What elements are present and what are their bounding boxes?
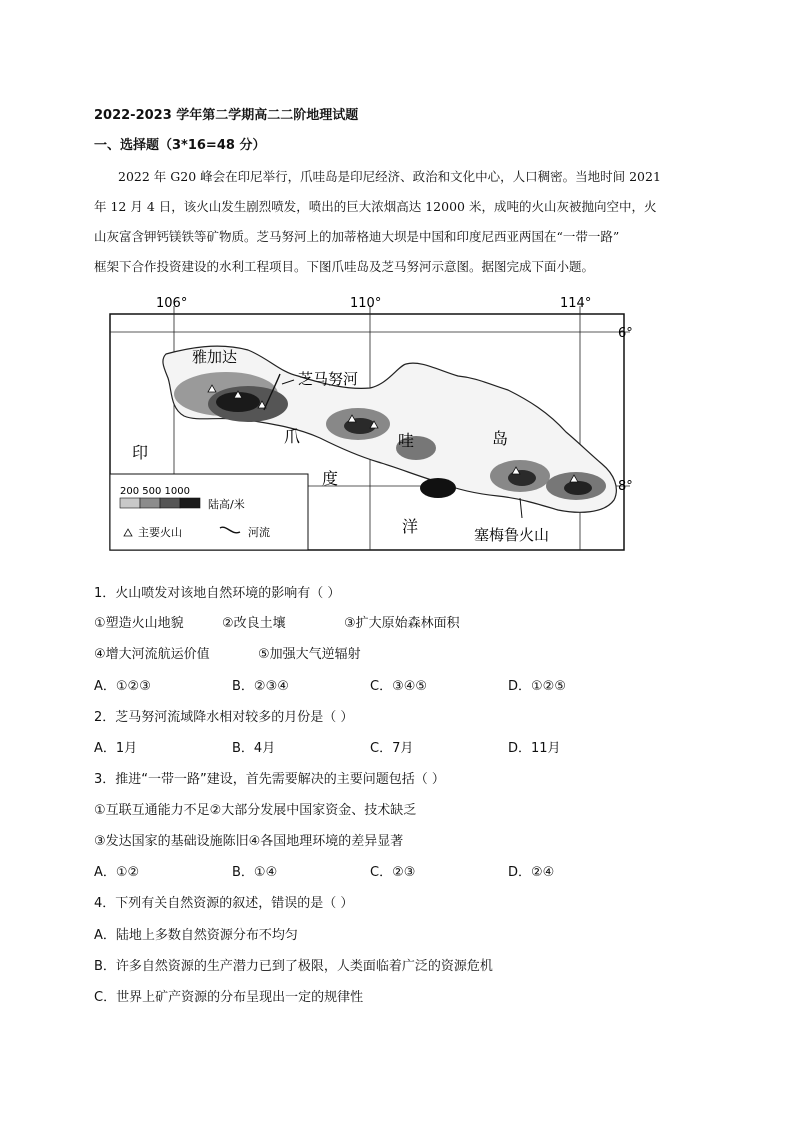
q1-item: ①塑造火山地貌 bbox=[94, 616, 184, 631]
question-4-stem: 4．下列有关自然资源的叙述，错误的是（ ） bbox=[94, 896, 354, 911]
label-du: 度 bbox=[322, 469, 339, 488]
legend-swatch bbox=[180, 498, 200, 508]
label-dao: 岛 bbox=[492, 429, 509, 448]
q3-option-b[interactable]: B．①④ bbox=[232, 865, 278, 880]
question-1-items-row1 bbox=[94, 612, 654, 630]
section-heading: 一、选择题（3*16=48 分） bbox=[94, 138, 266, 153]
q2-option-d[interactable]: D．11月 bbox=[508, 741, 561, 756]
question-1-items-row2 bbox=[94, 643, 654, 661]
lon-label-110: 110° bbox=[350, 296, 382, 311]
label-wa: 哇 bbox=[398, 431, 415, 450]
q4-option-b[interactable]: B．许多自然资源的生产潜力已到了极限，人类面临着广泛的资源危机 bbox=[94, 959, 493, 974]
lat-label-8: 8° bbox=[618, 479, 633, 494]
q3-option-c[interactable]: C．②③ bbox=[370, 865, 416, 880]
question-1-options bbox=[94, 675, 654, 693]
question-2-stem: 2．芝马努河流域降水相对较多的月份是（ ） bbox=[94, 710, 354, 725]
lat-label-6: 6° bbox=[618, 326, 633, 341]
legend-elevation-label: 陆高/米 bbox=[208, 498, 245, 511]
q1-option-c[interactable]: C．③④⑤ bbox=[370, 679, 428, 694]
exam-title: 2022-2023 学年第二学期高二二阶地理试题 bbox=[94, 108, 359, 123]
legend-volcano-label: 主要火山 bbox=[138, 526, 182, 539]
q3-option-d[interactable]: D．②④ bbox=[508, 865, 555, 880]
q4-option-a[interactable]: A．陆地上多数自然资源分布不均匀 bbox=[94, 928, 298, 943]
intro-passage bbox=[94, 162, 704, 282]
java-map-figure bbox=[108, 292, 638, 554]
lon-label-106: 106° bbox=[156, 296, 188, 311]
question-2-options bbox=[94, 737, 654, 755]
question-3-stem: 3．推进“一带一路”建设，首先需要解决的主要问题包括（ ） bbox=[94, 772, 445, 787]
label-yang: 洋 bbox=[402, 517, 419, 536]
q2-option-c[interactable]: C．7月 bbox=[370, 741, 414, 756]
label-yin: 印 bbox=[132, 443, 149, 462]
legend-swatch bbox=[140, 498, 160, 508]
legend-swatch bbox=[160, 498, 180, 508]
legend-swatch bbox=[120, 498, 140, 508]
q2-option-b[interactable]: B．4月 bbox=[232, 741, 276, 756]
q3-item: ③发达国家的基础设施陈旧④各国地理环境的差异显著 bbox=[94, 834, 404, 849]
legend-scale: 200 500 1000 bbox=[120, 486, 190, 497]
q1-item: ③扩大原始森林面积 bbox=[344, 616, 460, 631]
legend-river-label: 河流 bbox=[248, 526, 270, 539]
q3-option-a[interactable]: A．①② bbox=[94, 865, 140, 880]
label-volcano: 塞梅鲁火山 bbox=[474, 526, 550, 544]
intro-line: 2022 年 G20 峰会在印尼举行，爪哇岛是印尼经济、政治和文化中心，人口稠密。当地时间 2021 bbox=[118, 169, 661, 184]
intro-line: 框架下合作投资建设的水利工程项目。下图爪哇岛及芝马努河示意图。据图完成下面小题。 bbox=[94, 259, 595, 274]
intro-line: 年 12 月 4 日，该火山发生剧烈喷发，喷出的巨大浓烟高达 12000 米，成吨的火山灰被抛向空中，火 bbox=[94, 199, 657, 214]
lon-label-114: 114° bbox=[560, 296, 592, 311]
q4-option-c[interactable]: C．世界上矿产资源的分布呈现出一定的规律性 bbox=[94, 990, 364, 1005]
q1-option-d[interactable]: D．①②⑤ bbox=[508, 679, 566, 694]
question-1-stem: 1．火山喷发对该地自然环境的影响有（ ） bbox=[94, 586, 341, 601]
q1-item: ④增大河流航运价值 bbox=[94, 647, 210, 662]
label-jakarta: 雅加达 bbox=[192, 348, 238, 366]
label-river: 芝马努河 bbox=[298, 370, 359, 388]
q1-item: ⑤加强大气逆辐射 bbox=[258, 647, 361, 662]
question-3-options bbox=[94, 861, 654, 879]
q1-item: ②改良土壤 bbox=[222, 616, 286, 631]
q1-option-b[interactable]: B．②③④ bbox=[232, 679, 289, 694]
label-zhua: 爪 bbox=[284, 427, 301, 446]
intro-line: 山灰富含钾钙镁铁等矿物质。芝马努河上的加蒂格迪大坝是中国和印度尼西亚两国在“一带一路” bbox=[94, 229, 620, 244]
q3-item: ①互联互通能力不足②大部分发展中国家资金、技术缺乏 bbox=[94, 803, 417, 818]
q2-option-a[interactable]: A．1月 bbox=[94, 741, 138, 756]
q1-option-a[interactable]: A．①②③ bbox=[94, 679, 151, 694]
